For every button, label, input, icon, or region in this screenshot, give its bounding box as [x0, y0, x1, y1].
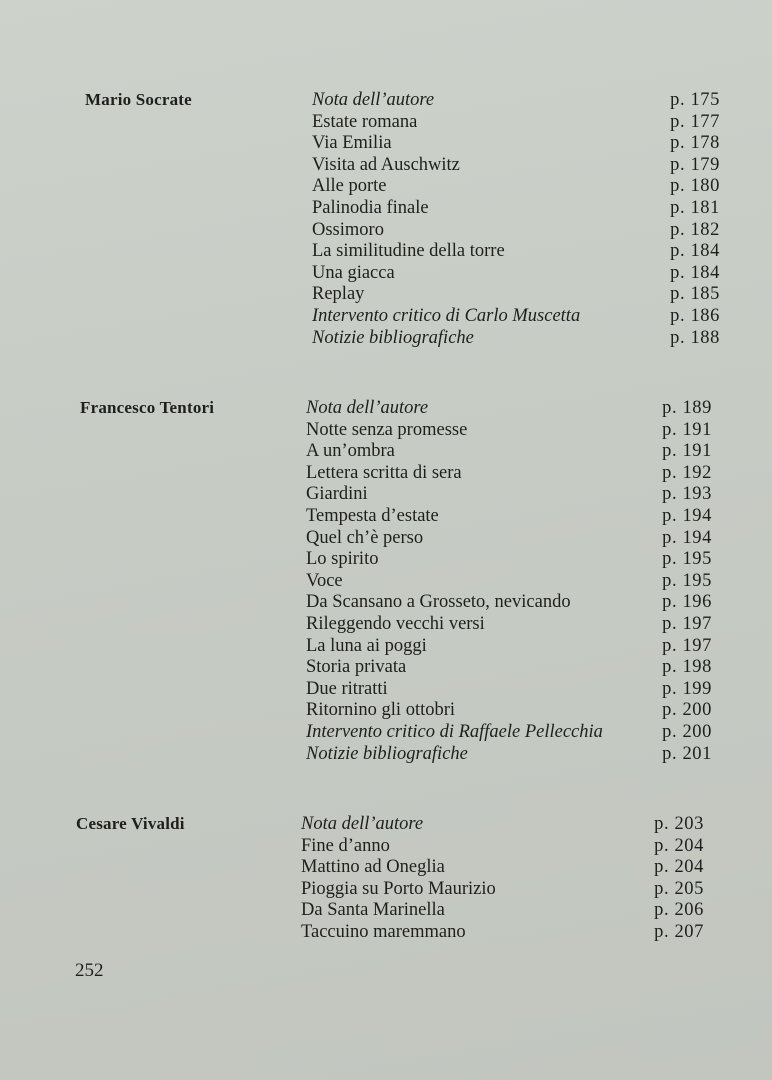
entry-page-ref: p. 181: [670, 197, 720, 218]
toc-entry: [306, 484, 712, 506]
entry-title: Fine d’anno: [301, 835, 390, 856]
entry-title: La similitudine della torre: [312, 241, 505, 262]
entry-title: Visita ad Auschwitz: [312, 154, 460, 175]
entry-title: Due ritratti: [306, 678, 388, 699]
entry-title: Replay: [312, 284, 365, 305]
toc-entry: [301, 879, 704, 901]
toc-entry: [306, 398, 712, 420]
entry-page-ref: p. 201: [662, 743, 712, 764]
entry-title: Palinodia finale: [312, 197, 429, 218]
entry-title: Notizie bibliografiche: [306, 743, 468, 764]
entry-list: [312, 90, 720, 349]
author-name: Mario Socrate: [85, 90, 192, 109]
toc-entry: [306, 636, 712, 658]
toc-entry: [312, 306, 720, 328]
toc-entry: [301, 922, 704, 944]
entry-title: Tempesta d’estate: [306, 505, 439, 526]
entry-title: Pioggia su Porto Maurizio: [301, 878, 496, 899]
entry-title: Nota dell’autore: [312, 90, 435, 110]
entry-page-ref: p. 184: [670, 262, 720, 283]
entry-page-ref: p. 179: [670, 154, 720, 175]
entry-title: Quel ch’è perso: [306, 527, 424, 548]
entry-page-ref: p. 191: [662, 419, 712, 440]
toc-entry: [312, 241, 720, 263]
author-name: Cesare Vivaldi: [76, 814, 185, 833]
entry-title: Nota dell’autore: [301, 814, 424, 834]
toc-entry: [306, 679, 712, 701]
entry-page-ref: p. 180: [670, 176, 720, 197]
toc-entry: [312, 176, 720, 198]
entry-title: Da Santa Marinella: [301, 900, 445, 921]
entry-title: Mattino ad Oneglia: [301, 857, 445, 878]
toc-entry: [301, 836, 704, 858]
entry-title: Lettera scritta di sera: [306, 462, 462, 483]
toc-entry: [306, 700, 712, 722]
toc-entry: [312, 133, 720, 155]
toc-entry: [306, 420, 712, 442]
entry-page-ref: p. 186: [670, 305, 720, 326]
entry-page-ref: p. 184: [670, 241, 720, 262]
toc-entry: [301, 857, 704, 879]
toc-entry: [306, 571, 712, 593]
entry-page-ref: p. 199: [662, 678, 712, 699]
entry-page-ref: p. 194: [662, 527, 712, 548]
entry-page-ref: p. 182: [670, 219, 720, 240]
entry-page-ref: p. 198: [662, 657, 712, 678]
entry-page-ref: p. 194: [662, 505, 712, 526]
entry-page-ref: p. 191: [662, 441, 712, 462]
toc-entry: [312, 112, 720, 134]
entry-title: Nota dell’autore: [306, 398, 429, 418]
entry-page-ref: p. 203: [654, 814, 704, 834]
entry-title: Notte senza promesse: [306, 419, 468, 440]
entry-page-ref: p. 196: [662, 592, 712, 613]
toc-entry: [306, 722, 712, 744]
entry-title: Da Scansano a Grosseto, nevicando: [306, 592, 571, 613]
entry-title: Notizie bibliografiche: [312, 327, 474, 348]
entry-title: La luna ai poggi: [306, 635, 427, 656]
entry-list: [306, 398, 712, 765]
toc-entry: [306, 549, 712, 571]
entry-page-ref: p. 200: [662, 700, 712, 721]
entry-list: [301, 814, 704, 944]
toc-entry: [306, 744, 712, 766]
entry-page-ref: p. 197: [662, 635, 712, 656]
entry-title: Alle porte: [312, 176, 387, 197]
entry-page-ref: p. 204: [654, 857, 704, 878]
entry-title: Storia privata: [306, 657, 407, 678]
entry-title: Lo spirito: [306, 549, 379, 570]
toc-entry: [306, 592, 712, 614]
toc-entry: [306, 614, 712, 636]
entry-page-ref: p. 197: [662, 613, 712, 634]
entry-page-ref: p. 185: [670, 284, 720, 305]
entry-page-ref: p. 195: [662, 549, 712, 570]
toc-entry: [312, 155, 720, 177]
entry-title: Voce: [306, 570, 343, 591]
toc-entry: [312, 284, 720, 306]
entry-title: Rileggendo vecchi versi: [306, 613, 485, 634]
entry-title: Ritornino gli ottobri: [306, 700, 456, 721]
entry-title: Intervento critico di Raffaele Pellecchia: [306, 721, 603, 742]
entry-page-ref: p. 188: [670, 327, 720, 348]
toc-entry: [312, 90, 720, 112]
entry-title: Intervento critico di Carlo Muscetta: [312, 305, 581, 326]
entry-page-ref: p. 175: [670, 90, 720, 110]
entry-page-ref: p. 192: [662, 462, 712, 483]
entry-title: Giardini: [306, 484, 368, 505]
entry-page-ref: p. 200: [662, 721, 712, 742]
page-number: 252: [75, 960, 104, 981]
entry-page-ref: p. 206: [654, 900, 704, 921]
toc-entry: [306, 657, 712, 679]
entry-title: A un’ombra: [306, 441, 395, 462]
entry-page-ref: p. 178: [670, 133, 720, 154]
toc-entry: [301, 814, 704, 836]
entry-page-ref: p. 207: [654, 921, 704, 942]
toc-entry: [312, 220, 720, 242]
toc-entry: [312, 263, 720, 285]
entry-title: Via Emilia: [312, 133, 392, 154]
entry-page-ref: p. 189: [662, 398, 712, 418]
toc-entry: [306, 463, 712, 485]
author-name: Francesco Tentori: [80, 398, 215, 417]
toc-entry: [306, 506, 712, 528]
entry-title: Estate romana: [312, 111, 418, 132]
entry-page-ref: p. 205: [654, 878, 704, 899]
entry-page-ref: p. 177: [670, 111, 720, 132]
toc-entry: [306, 441, 712, 463]
toc-entry: [306, 528, 712, 550]
toc-entry: [301, 900, 704, 922]
entry-title: Una giacca: [312, 262, 395, 283]
entry-page-ref: p. 204: [654, 835, 704, 856]
entry-page-ref: p. 193: [662, 484, 712, 505]
entry-title: Ossimoro: [312, 219, 384, 240]
toc-entry: [312, 198, 720, 220]
toc-entry: [312, 328, 720, 350]
entry-page-ref: p. 195: [662, 570, 712, 591]
entry-title: Taccuino maremmano: [301, 921, 466, 942]
